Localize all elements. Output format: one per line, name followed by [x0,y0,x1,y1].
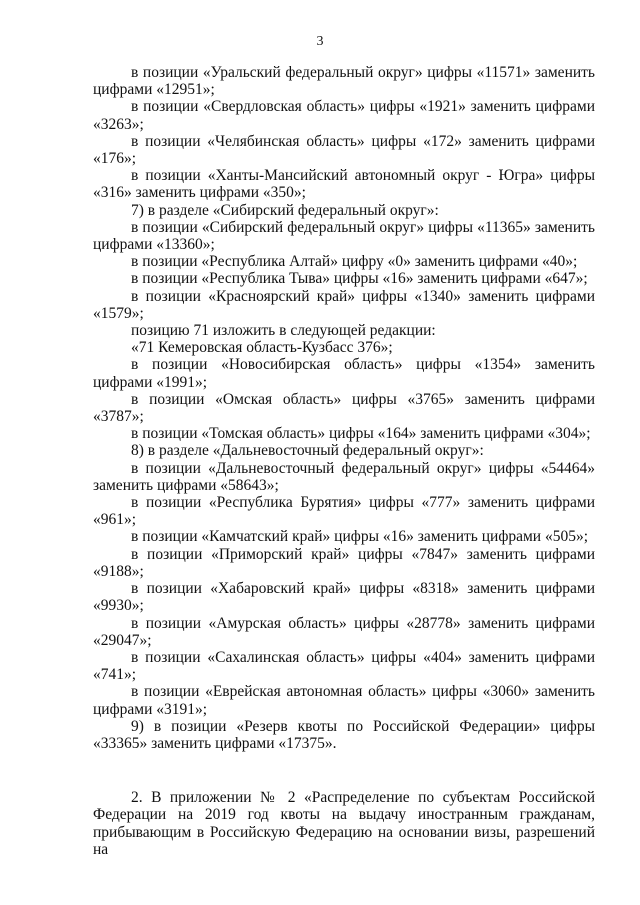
paragraph: в позиции «Республика Тыва» цифры «16» заменить цифрами «647»; [131,270,588,288]
paragraph: в позиции «Сахалинская область» цифры «404» заменить цифрами «741»; [93,648,595,684]
paragraph: в позиции «Амурская область» цифры «28778» заменить цифрами «29047»; [93,614,595,649]
paragraph: в позиции «Дальневосточный федеральный округ» цифры «54464» заменить цифрами «58643»; [93,459,595,494]
page-number: 3 [316,34,324,49]
paragraph: в позиции «Еврейская автономная область» цифры «3060» заменить цифрами «3191»; [93,683,595,718]
paragraph: в позиции «Хабаровский край» цифры «8318» заменить цифрами «9930»; [93,580,595,615]
paragraph: в позиции «Ханты-Мансийский автономный округ - Югра» цифры «316» заменить цифрами «350»; [93,167,595,202]
paragraph: позицию 71 изложить в следующей редакции: [131,322,436,340]
section-heading: 8) в разделе «Дальневосточный федеральный округ»: [131,442,484,460]
paragraph: в позиции «Республика Бурятия» цифры «777» заменить цифрами «961»; [93,494,595,529]
paragraph: 2. В приложении № 2 «Распределение по субъектам Российской Федерации на 2019 год квоты на выдачу иностранным гражданам, прибывающим в Российскую Федерацию на основании визы, разрешений на [93,789,595,858]
paragraph: в позиции «Республика Алтай» цифру «0» заменить цифрами «40»; [131,253,578,271]
paragraph: в позиции «Свердловская область» цифры «1921» заменить цифрами «3263»; [93,98,595,133]
paragraph: «71 Кемеровская область-Кузбасс 376»; [131,339,393,357]
paragraph: в позиции «Камчатский край» цифры «16» заменить цифрами «505»; [131,528,589,546]
paragraph: в позиции «Уральский федеральный округ» цифры «11571» заменить цифрами «12951»; [93,64,595,99]
paragraph: в позиции «Челябинская область» цифры «172» заменить цифрами «176»; [93,132,595,168]
paragraph: в позиции «Красноярский край» цифры «1340» заменить цифрами «1579»; [93,287,595,322]
paragraph: в позиции «Омская область» цифры «3765» заменить цифрами «3787»; [93,390,595,426]
paragraph: в позиции «Томская область» цифры «164» заменить цифрами «304»; [131,425,591,443]
paragraph: в позиции «Приморский край» цифры «7847» заменить цифрами «9188»; [93,545,595,580]
section-heading: 7) в разделе «Сибирский федеральный округ»: [131,201,439,219]
paragraph: 9) в позиции «Резерв квоты по Российской Федерации» цифры «33365» заменить цифрами «17375». [93,717,595,752]
paragraph: в позиции «Новосибирская область» цифры «1354» заменить цифрами «1991»; [93,356,595,391]
paragraph: в позиции «Сибирский федеральный округ» цифры «11365» заменить цифрами «13360»; [93,218,595,254]
document-body [93,64,595,858]
